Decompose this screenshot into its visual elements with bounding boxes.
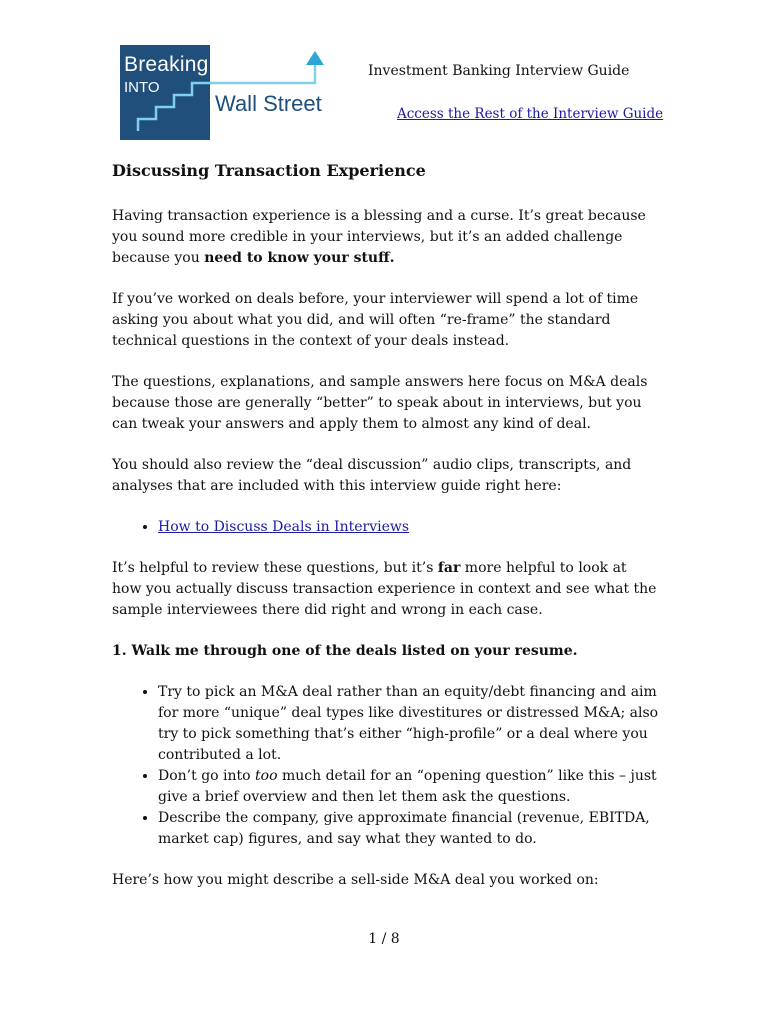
section-heading: Discussing Transaction Experience [112, 161, 426, 180]
paragraph-intro-text: Having transaction experience is a blessing and a curse. It’s great because you sound more credible in your interviews, but it’s an added challenge because you [112, 208, 646, 266]
document-body [112, 160, 660, 911]
logo-text-into: INTO [124, 79, 160, 96]
paragraph-sell-side: Here’s how you might describe a sell-side M&A deal you worked on: [112, 872, 599, 888]
logo-text-wall-street: Wall Street [215, 91, 322, 116]
bullet-text-c: much detail for an “opening question” like this – just give a brief overview and then let them ask the questions. [158, 768, 657, 805]
paragraph-helpful [112, 558, 660, 621]
bullet-text-a: Don’t go into [158, 768, 256, 784]
paragraph-intro [112, 206, 660, 269]
paragraph-deals: If you’ve worked on deals before, your interviewer will spend a lot of time asking you about what you did, and will often “re-frame” the standard technical questions in the context of your deals instead. [112, 291, 639, 349]
guide-title: Investment Banking Interview Guide [368, 63, 630, 79]
question-bullets [112, 682, 660, 850]
discuss-deals-link[interactable]: How to Discuss Deals in Interviews [158, 519, 410, 535]
bullet-italic: too [255, 768, 278, 784]
paragraph-helpful-text-a: It’s helpful to review these questions, but it’s [112, 560, 438, 576]
paragraph-helpful-text-c: more helpful to look at how you actually discuss transaction experience in context and see what the sample interviewees there did right and wrong in each case. [112, 560, 657, 618]
list-item: • Describe the company, give approximate financial (revenue, EBITDA, market cap) figures, and say what they wanted to do. [158, 808, 660, 850]
list-item [158, 517, 660, 538]
paragraph-helpful-bold: far [437, 560, 461, 576]
breaking-into-wall-street-logo [120, 45, 330, 140]
paragraph-intro-bold: need to know your stuff. [204, 250, 395, 266]
list-item: • Try to pick an M&A deal rather than an equity/debt financing and aim for more “unique” deal types like divestitures or distressed M&A; also try to pick something that’s either “high-profile” or a deal where you contributed a lot. [158, 682, 660, 766]
page-number: 1 / 8 [368, 931, 400, 947]
question-heading: 1. Walk me through one of the deals listed on your resume. [112, 643, 578, 659]
paragraph-focus: The questions, explanations, and sample answers here focus on M&A deals because those are generally “better” to speak about in interviews, but you can tweak your answers and apply them to almost any kind of deal. [112, 374, 648, 432]
paragraph-review: You should also review the “deal discussion” audio clips, transcripts, and analyses that are included with this interview guide right here: [112, 457, 632, 494]
logo-text-breaking: Breaking [124, 53, 209, 76]
resource-list [112, 517, 660, 538]
list-item [158, 766, 660, 808]
interview-guide-link[interactable]: Access the Rest of the Interview Guide [397, 106, 664, 122]
